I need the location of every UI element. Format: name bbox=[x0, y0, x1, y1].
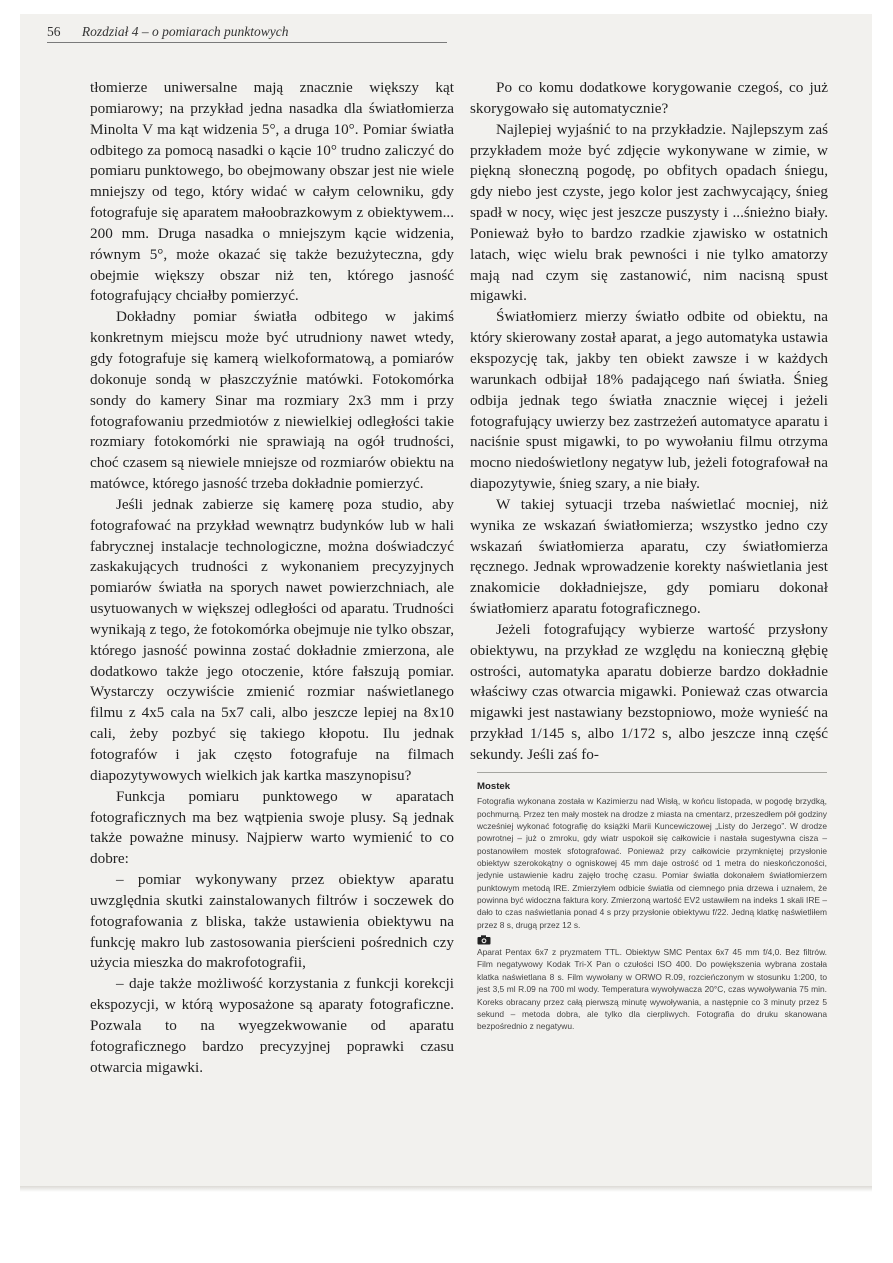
camera-icon bbox=[477, 935, 491, 945]
sidebar-divider bbox=[477, 772, 827, 773]
left-text-column bbox=[90, 78, 454, 1079]
caption-text: Fotografia wykonana została w Kazimierzu nad Wisłą, w końcu listopada, w pogodę brzydką, pochmurną. Przez ten mały mostek na drodze z miasta na cmentarz, przeszedłem pół godziny wcześniej wykonać fotografię do książki Marii Kuncewiczowej „Listy do Jerzego”. W drodze powrotnej – już o zmroku, gdy wiatr uspokoił się całkowicie i nastała sugestywna cisza – postanowiłem mostek sfotografować. Ponieważ przy całkowicie przymkniętej przysłonie obiektyw szerokokątny o ogniskowej 45 mm daje ostrość od 1 metra do nieskończoności, jedynie ustawienie kadru zajęło trochę czasu. Pomiar światła dokonałem światłomierzem punktowym metodą IRE. Zmierzyłem odbicie światła od ciemnego pnia drzewa i uznałem, że powinna być widoczna faktura kory. Zmierzoną wartość EV2 ustawiłem na indeks 1 skali IRE – dało to czas naświetlania ponad 4 s przy przysłonie obiektywu f/22. Jedną klatkę naświetliłem przez 8 s, drugą przez 12 s. bbox=[477, 796, 827, 930]
photo-caption-box bbox=[477, 781, 827, 1033]
right-text-column bbox=[470, 78, 828, 766]
running-title: Rozdział 4 – o pomiarach punktowych bbox=[81, 24, 289, 39]
page-number: 56 bbox=[47, 24, 61, 39]
paragraph: Jeśli jednak zabierze się kamerę poza studio, aby fotografować na przykład wewnątrz budynków lub w hali fabrycznej instalacje technologiczne, można doświadczyć zaskakujących trudności z wykonaniem precyzyjnych pomiarów światła na sporych nawet powierzchniach, ale usytuowanych w większej odległości od aparatu. Trudności wynikają z tego, że fotokomórka obejmuje nie tylko obszar, którego jasność powinna zostać dokładnie zmierzona, ale dodatkowo także jego otoczenie, które fałszują pomiar. Wystarczy oczywiście zmienić rozmiar naświetlanego filmu z 4x5 cala na 5x7 cali, albo jeszcze lepiej na 8x10 cali, żeby pozbyć się takiego kłopotu. Ilu jednak fotografów i jak często fotografuje na filmach diapozytywowych wielkich jak kartka maszynopisu? bbox=[90, 495, 454, 784]
caption-title: Mostek bbox=[477, 781, 511, 792]
paragraph: Światłomierz mierzy światło odbite od obiektu, na który skierowany został aparat, a jego automatyka ustawia ekspozycję tak, jakby ten obiekt zawsze i w każdych warunkach odbijał 18% padającego nań światła. Śnieg odbija jednak tego światła znacznie więcej i jeżeli fotografujący uwierzy bez zastrzeżeń automatyce aparatu i naciśnie spust migawki, to po wywołaniu filmu otrzyma mocno niedoświetlony negatyw lub, jeżeli fotografował na diapozytywie, śnieg szary, a nie biały. bbox=[470, 308, 828, 493]
list-item: – daje także możliwość korzystania z funkcji korekcji ekspozycji, w którą wyposażone są aparaty fotograficzne. Pozwala to na wyegzekwowanie od aparatu fotograficznego bardzo precyzyjnej poprawki czasu otwarcia migawki. bbox=[90, 975, 454, 1076]
paragraph: Najlepiej wyjaśnić to na przykładzie. Najlepszym zaś przykładem może być zdjęcie wykonywane w zimie, w piękną słoneczną pogodę, po obfitych opadach śniegu, gdy niebo jest czyste, jego kolor jest zachwycający, śnieg spadł w nocy, więc jest jeszcze puszysty i ...śnieżno biały. Ponieważ było to bardzo rzadkie zjawisko w ostatnich latach, więc wielu brak pewności i nie tylko amatorzy mają nad czym się zastanowić, nim nacisną spust migawki. bbox=[470, 120, 828, 305]
paragraph: Jeżeli fotografujący wybierze wartość przysłony obiektywu, na przykład ze względu na konieczną głębię ostrości, automatyka aparatu dobierze bardzo dokładnie właściwy czas otwarcia migawki. Ponieważ czas otwarcia migawki jest nastawiany bezstopniowo, może wynieść na przykład 1/145 s, albo 1/172 s, albo jeszcze inną część sekundy. Jeśli zaś fo- bbox=[470, 620, 828, 763]
page-edge-shadow bbox=[20, 1186, 872, 1192]
paragraph: tłomierze uniwersalne mają znacznie większy kąt pomiarowy; na przykład jedna nasadka dla światłomierza Minolta V ma kąt widzenia 5°, a druga 10°. Pomiar światła odbitego za pomocą nasadki o kącie 10° trudno zaliczyć do pomiaru punktowego, bo obejmowany obszar jest nie wiele mniejszy od tego, który widać w całym celowniku, gdy fotografuje się aparatem małoobrazkowym z obiektywem... 200 mm. Druga nasadka o mniejszym kącie widzenia, równym 5°, może okazać się także bezużyteczna, gdy obejmie większy obszar niż ten, którego jasność fotografujący chciałby pomierzyć. bbox=[90, 79, 454, 305]
technical-notes: Aparat Pentax 6x7 z pryzmatem TTL. Obiektyw SMC Pentax 6x7 45 mm f/4,0. Bez filtrów. Film negatywowy Kodak Tri-X Pan o czułości ISO 400. Do powiększenia wybrana została klatka naświetlana 8 s. Film wywołany w ORWO R.09, rozcieńczonym w stosunku 1:200, to jest 3,5 ml R.09 na 700 ml wody. Temperatura wywoływacza 20°C, czas wywoływania 75 min. Koreks obracany przez całą pierwszą minutę wywoływania, a następnie co 3 minuty przez 5 sekund – metoda dobra, ale tylko dla cierpliwych. Fotografia do druku skanowana bezpośrednio z negatywu. bbox=[477, 947, 827, 1032]
paragraph: Dokładny pomiar światła odbitego w jakimś konkretnym miejscu może być utrudniony nawet wtedy, gdy fotografuje się kamerą wielkoformatową, a pomiarów dokonuje sondą w płaszczyźnie matówki. Fotokomórka sondy do kamery Sinar ma rozmiary 2x3 mm i przy fotografowaniu przedmiotów z niewielkiej odległości takie rozmiary fotokomórki nie sprawiają na ogół trudności, choć czasem są niewiele mniejsze od rozmiarów obiektu na matówce, którego jasność trzeba dokładnie pomierzyć. bbox=[90, 308, 454, 493]
paragraph: Po co komu dodatkowe korygowanie czegoś, co już skorygowało się automatycznie? bbox=[470, 79, 828, 117]
list-item: – pomiar wykonywany przez obiektyw aparatu uwzględnia skutki zainstalowanych filtrów i soczewek do fotografowania z bliska, także ustawienia obiektywu na funkcję makro lub zastosowania pierścieni pośrednich czy użycia mieszka do makrofotografii, bbox=[90, 871, 454, 972]
paragraph: Funkcja pomiaru punktowego w aparatach fotograficznych ma bez wątpienia swoje plusy. Są jednak także poważne minusy. Najpierw warto wymienić to co dobre: bbox=[90, 787, 454, 868]
paragraph: W takiej sytuacji trzeba naświetlać mocniej, niż wynika ze wskazań światłomierza; wszystko jedno czy wskazań światłomierza aparatu, czy światłomierza ręcznego. Jednak wprowadzenie korekty naświetlania jest znakomicie dokładniejsze, gdy pomiaru dokonał światłomierz aparatu fotograficznego. bbox=[470, 495, 828, 618]
running-header bbox=[47, 24, 447, 43]
